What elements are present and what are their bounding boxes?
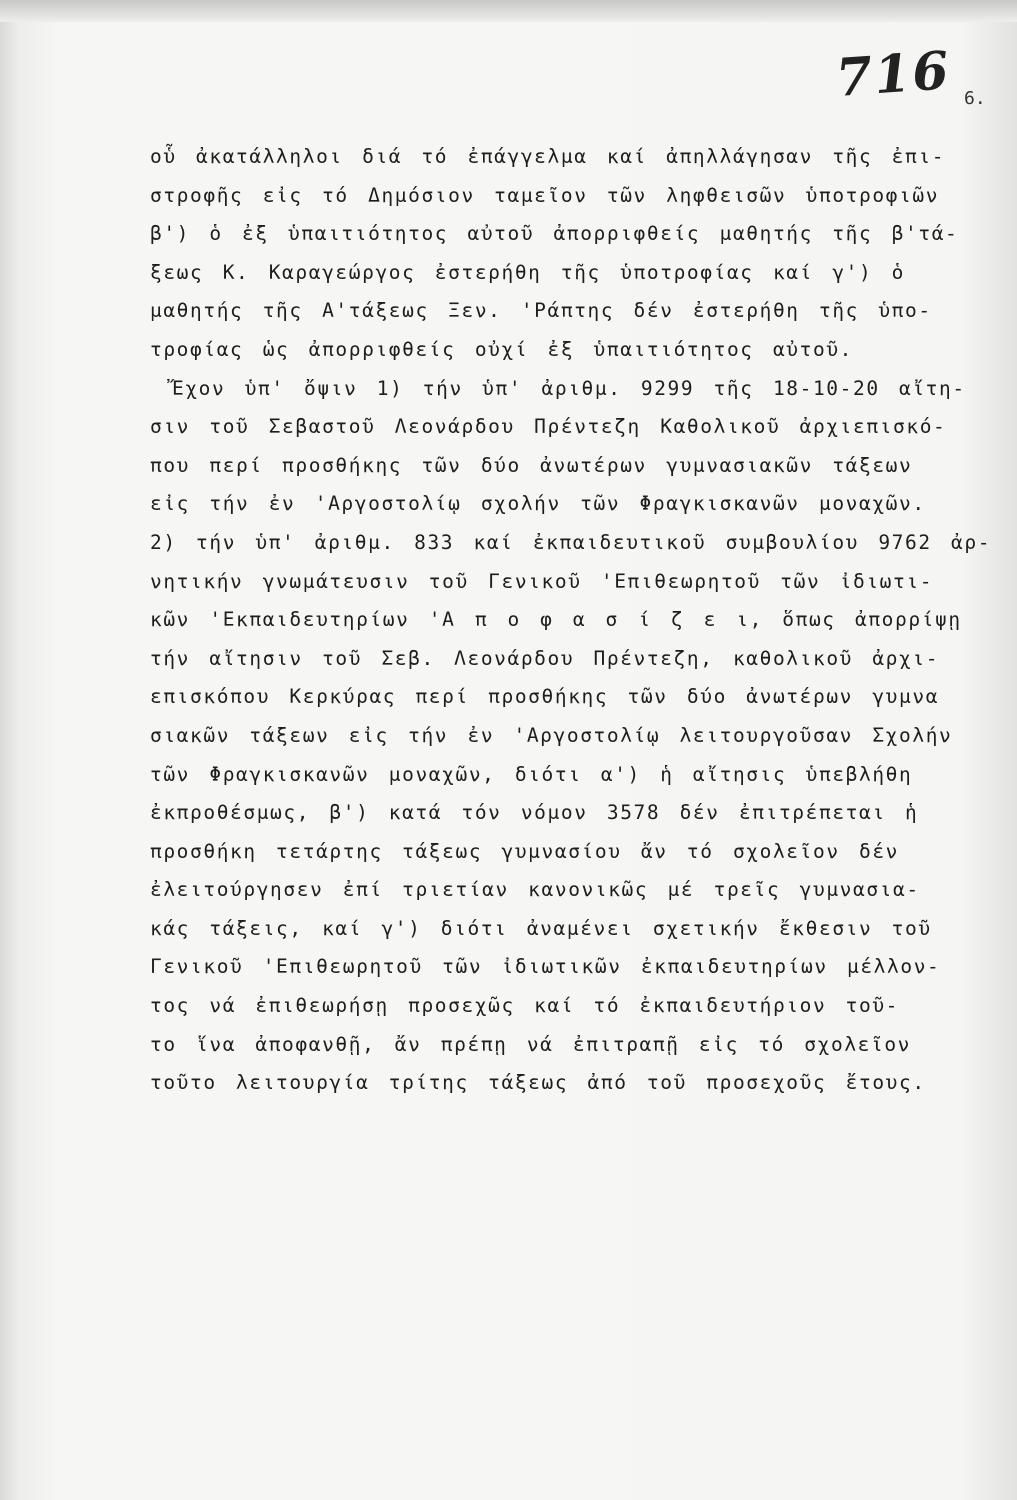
text-line: οὗ ἀκατάλληλοι διά τό ἐπάγγελμα καί ἀπηλλάγησαν τῆς ἐπι-: [150, 145, 946, 168]
text-line: μαθητής τῆς Α'τάξεως Ξεν. 'Ράπτης δέν ἐστερήθη τῆς ὑπο-: [150, 299, 932, 323]
text-line: στροφῆς εἰς τό Δημόσιον ταμεῖον τῶν ληφθεισῶν ὑποτροφιῶν: [150, 183, 940, 207]
text-line: τοῦτο λειτουργία τρίτης τάξεως ἀπό τοῦ προσεχοῦς ἔτους.: [150, 1071, 926, 1095]
text-line: κῶν 'Εκπαιδευτηρίων 'Α π ο φ α σ ί ζ ε ι, ὅπως ἀπορρίψῃ: [150, 608, 962, 632]
text-line: που περί προσθήκης τῶν δύο ἀνωτέρων γυμνασιακῶν τάξεων: [150, 453, 913, 477]
text-line: 2) τήν ὑπ' ἀριθμ. 833 καί ἐκπαιδευτικοῦ συμβουλίου 9762 ἀρ-: [150, 530, 992, 554]
text-line: ξεως Κ. Καραγεώργος ἐστερήθη τῆς ὑποτροφίας καί γ') ὁ: [150, 260, 906, 284]
text-line: το ἵνα ἀποφανθῇ, ἄν πρέπῃ νά ἐπιτραπῇ εἰς τό σχολεῖον: [150, 1032, 912, 1056]
text-line: Γενικοῦ 'Επιθεωρητοῦ τῶν ἰδιωτικῶν ἐκπαιδευτηρίων μέλλον-: [150, 955, 941, 979]
text-line: σιακῶν τάξεων εἰς τήν ἐν 'Αργοστολίῳ λειτουργοῦσαν Σχολήν: [150, 723, 953, 747]
text-line: ἐκπροθέσμως, β') κατά τόν νόμον 3578 δέν ἐπιτρέπεται ἡ: [150, 801, 919, 825]
typed-body-text: [150, 138, 1010, 1103]
text-line: κάς τάξεις, καί γ') διότι ἀναμένει σχετικήν ἔκθεσιν τοῦ: [150, 916, 932, 940]
text-line: τήν αἴτησιν τοῦ Σεβ. Λεονάρδου Πρέντεζη, καθολικοῦ ἀρχι-: [150, 646, 940, 670]
text-line: Ἔχον ὑπ' ὄψιν 1) τήν ὑπ' ἀριθμ. 9299 τῆς 18-10-20 αἴτη-: [172, 376, 966, 400]
scan-edge: [0, 0, 1017, 22]
typed-page-number: 6.: [964, 88, 986, 109]
text-line: προσθήκη τετάρτης τάξεως γυμνασίου ἄν τό σχολεῖον δέν: [150, 839, 900, 863]
text-line: τροφίας ὡς ἀπορριφθείς οὐχί ἐξ ὑπαιτιότητος αὐτοῦ.: [150, 337, 853, 361]
text-line: τος νά ἐπιθεωρήσῃ προσεχῶς καί τό ἐκπαιδευτήριον τοῦ-: [150, 994, 900, 1018]
text-line: νητικήν γνωμάτευσιν τοῦ Γενικοῦ 'Επιθεωρητοῦ τῶν ἰδιωτι-: [150, 569, 934, 593]
text-line: εἰς τήν ἐν 'Αργοστολίῳ σχολήν τῶν Φραγκισκανῶν μοναχῶν.: [150, 492, 926, 516]
handwritten-page-number: 716: [834, 40, 953, 109]
text-line: β') ὁ ἐξ ὑπαιτιότητος αὐτοῦ ἀπορριφθείς μαθητής τῆς β'τά-: [150, 222, 959, 246]
text-line: επισκόπου Κερκύρας περί προσθήκης τῶν δύο ἀνωτέρων γυμνα: [150, 685, 940, 709]
text-line: ἐλειτούργησεν ἐπί τριετίαν κανονικῶς μέ τρεῖς γυμνασια-: [150, 878, 920, 902]
text-line: τῶν Φραγκισκανῶν μοναχῶν, διότι α') ἡ αἴτησις ὑπεβλήθη: [150, 762, 913, 786]
text-line: σιν τοῦ Σεβαστοῦ Λεονάρδου Πρέντεζη Καθολικοῦ ἀρχιεπισκό-: [150, 415, 947, 439]
